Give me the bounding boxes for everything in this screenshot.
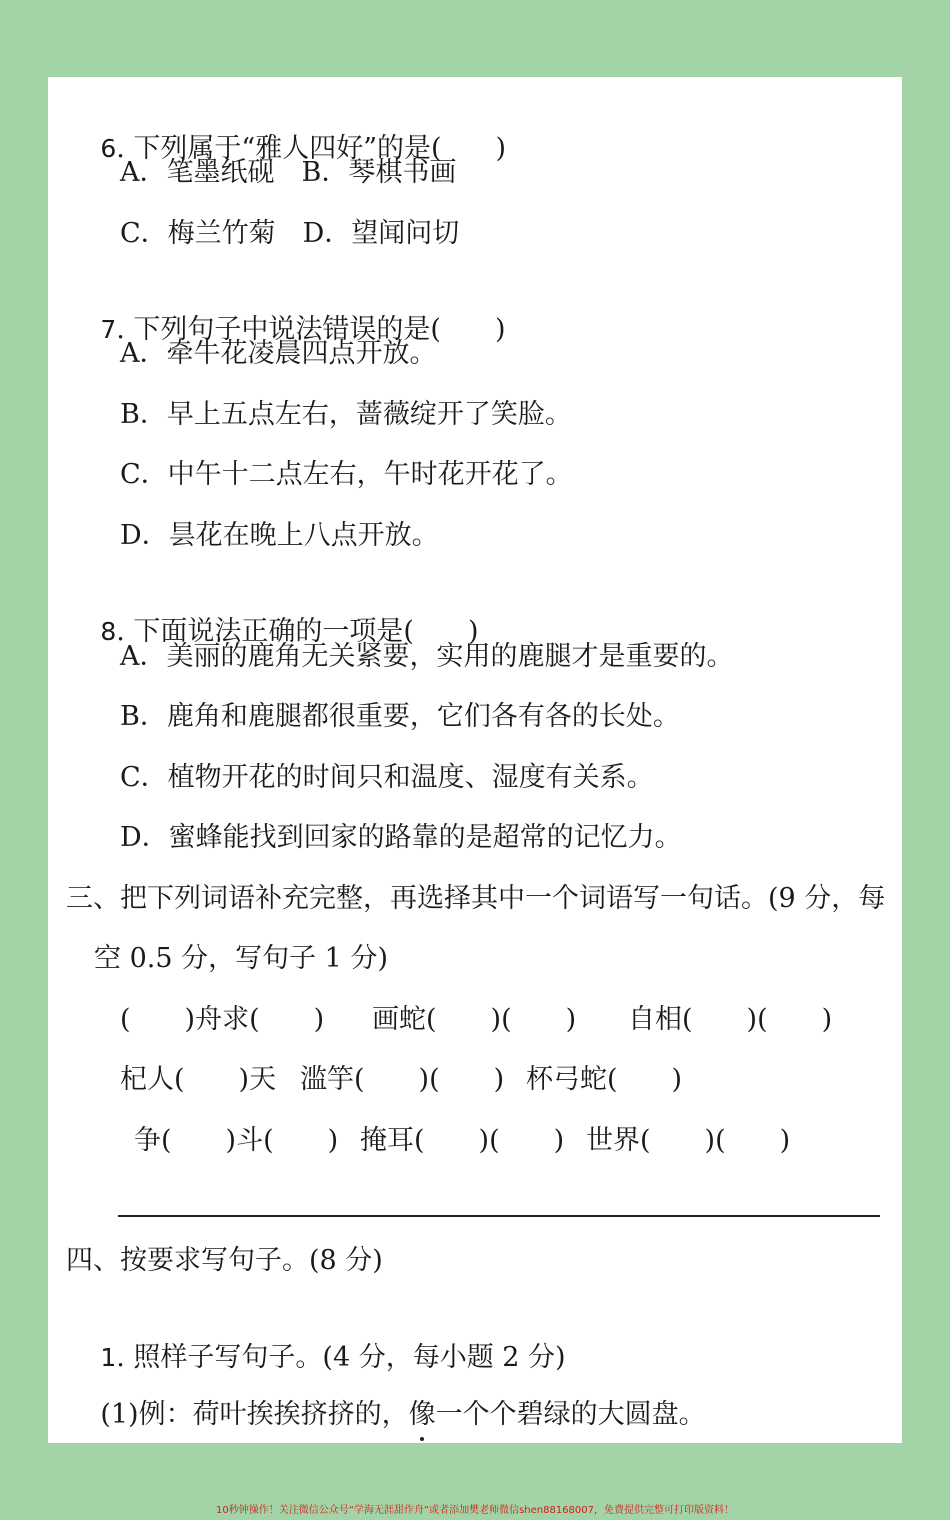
question-7-option-c: C．中午十二点左右，午时花开花了。 — [120, 459, 573, 490]
emphasis-dot-char: 像 — [409, 1397, 436, 1433]
example-sentence — [66, 1361, 706, 1469]
question-number: 8 — [100, 617, 117, 646]
idiom-blank: 世界( )( ) — [586, 1125, 791, 1156]
idiom-blank: 滥竽( )( ) — [300, 1064, 505, 1095]
idiom-blank: 自相( )( ) — [628, 1004, 833, 1035]
question-number: 6 — [100, 134, 117, 163]
question-number: 1 — [100, 1343, 117, 1372]
question-text: . 下列属于“雅人四好”的是( ) — [116, 133, 507, 164]
question-7-option-b: B．早上五点左右，蔷薇绽开了笑脸。 — [120, 399, 572, 430]
section-4-heading: 四、按要求写句子。(8 分) — [66, 1245, 383, 1276]
idiom-blank: 画蛇( )( ) — [372, 1004, 577, 1035]
question-7-option-d: D．昙花在晚上八点开放。 — [120, 520, 439, 551]
example-after: 一个个碧绿的大圆盘。 — [435, 1399, 706, 1430]
idiom-blank: 杯弓蛇( ) — [526, 1064, 683, 1095]
question-8-option-d: D．蜜蜂能找到回家的路靠的是超常的记忆力。 — [120, 822, 682, 853]
example-before: (1)例：荷叶挨挨挤挤的， — [100, 1399, 409, 1430]
question-6-options-cd: C．梅兰竹菊 D．望闻问切 — [120, 218, 460, 249]
question-8-option-b: B．鹿角和鹿腿都很重要，它们各有各的长处。 — [120, 701, 680, 732]
question-number: 7 — [100, 315, 117, 344]
idiom-blank: 杞人( )天 — [120, 1064, 277, 1095]
question-text: . 下列句子中说法错误的是( ) — [116, 314, 506, 345]
section-3-heading: 三、把下列词语补充完整，再选择其中一个词语写一句话。(9 分，每 — [66, 883, 886, 914]
idiom-blank: 争( )斗( ) — [134, 1125, 339, 1156]
idiom-blank: ( )舟求( ) — [120, 1004, 325, 1035]
question-8-option-c: C．植物开花的时间只和温度、湿度有关系。 — [120, 762, 654, 793]
question-6-options-ab: A．笔墨纸砚 B．琴棋书画 — [120, 157, 457, 188]
section-3-heading-cont: 空 0.5 分，写句子 1 分) — [94, 943, 388, 974]
question-8-option-a: A．美丽的鹿角无关紧要，实用的鹿腿才是重要的。 — [120, 641, 734, 672]
idiom-blank: 掩耳( )( ) — [360, 1125, 565, 1156]
question-text: . 照样子写句子。(4 分，每小题 2 分) — [116, 1342, 566, 1373]
question-7-option-a: A．牵牛花凌晨四点开放。 — [120, 338, 437, 369]
question-text: . 下面说法正确的一项是( ) — [116, 616, 479, 647]
worksheet-page — [48, 77, 902, 1443]
sentence-answer-line — [118, 1215, 880, 1217]
promo-footer: 10秒钟操作！关注微信公众号“学海无涯甜作舟”或者添加樊老师微信shen88168007，免费提供完整可打印版资料！ — [215, 1505, 735, 1516]
